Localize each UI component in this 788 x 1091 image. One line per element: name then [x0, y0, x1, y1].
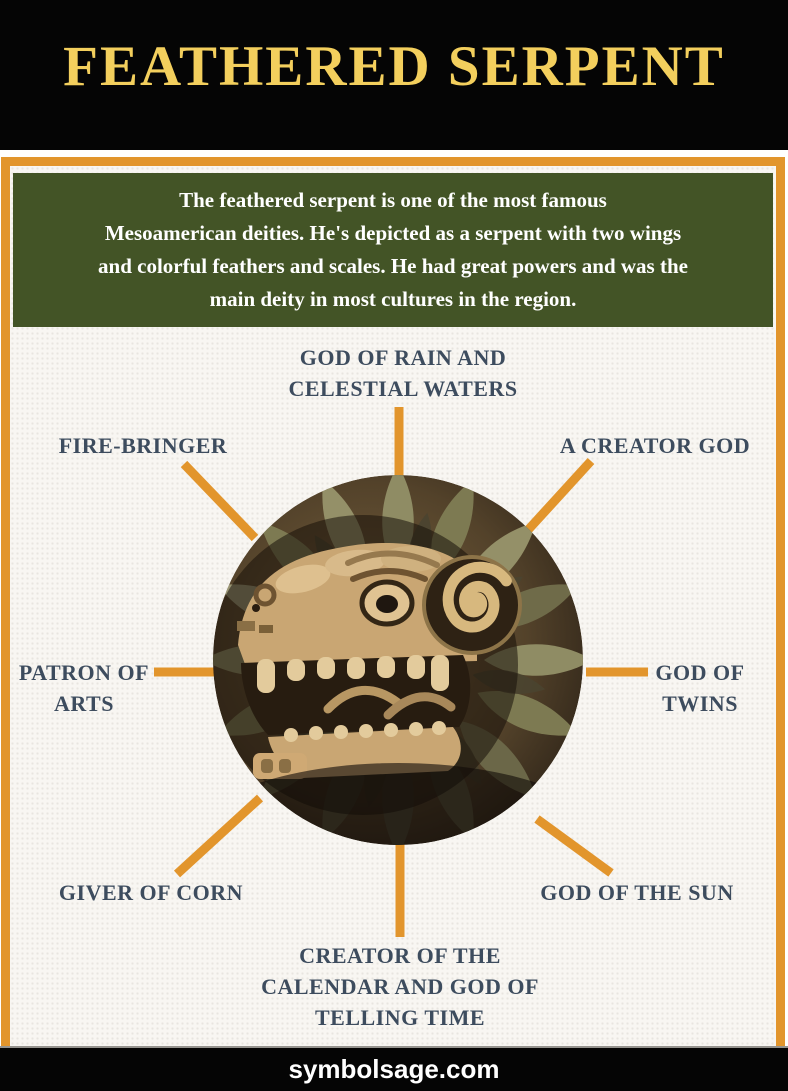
- label-god-of-twins: [655, 657, 744, 719]
- intro-box: [13, 173, 773, 327]
- label-line: TWINS: [662, 691, 738, 716]
- label-line: ARTS: [54, 691, 114, 716]
- label-line: GOD OF: [655, 660, 745, 685]
- header-band: [0, 0, 788, 150]
- intro-line: Mesoamerican deities. He's depicted as a serpent with two wings: [104, 221, 682, 245]
- label-patron-of-arts: [19, 657, 149, 719]
- label-god-of-the-sun: [540, 877, 733, 908]
- label-fire-bringer: [59, 430, 228, 461]
- label-line: CREATOR OF THE: [299, 943, 501, 968]
- label-creator-god: [560, 430, 750, 461]
- label-line: A CREATOR GOD: [559, 433, 751, 458]
- intro-line: The feathered serpent is one of the most famous: [179, 188, 607, 212]
- spiral-ornament: [424, 555, 520, 653]
- label-god-of-rain: [288, 342, 517, 404]
- label-giver-of-corn: [59, 877, 243, 908]
- label-line: CALENDAR AND GOD OF: [261, 974, 539, 999]
- label-line: FIRE-BRINGER: [58, 433, 228, 458]
- label-creator-of-calendar: [261, 940, 539, 1033]
- page-title: FEATHERED SERPENT: [63, 35, 725, 98]
- site-url: symbolsage.com: [288, 1054, 500, 1084]
- label-line: GIVER OF CORN: [58, 880, 244, 905]
- label-line: GOD OF RAIN AND: [299, 345, 507, 370]
- label-line: GOD OF THE SUN: [540, 880, 734, 905]
- label-line: TELLING TIME: [314, 1005, 486, 1030]
- serpent-carving-image: [213, 475, 583, 845]
- label-line: CELESTIAL WATERS: [288, 376, 518, 401]
- intro-line: and colorful feathers and scales. He had great powers and was the: [98, 254, 688, 278]
- label-line: PATRON OF: [18, 660, 150, 685]
- footer-band: [0, 1046, 788, 1091]
- intro-line: main deity in most cultures in the region.: [209, 287, 577, 311]
- quetzalcoatl-head-illustration: [213, 475, 583, 845]
